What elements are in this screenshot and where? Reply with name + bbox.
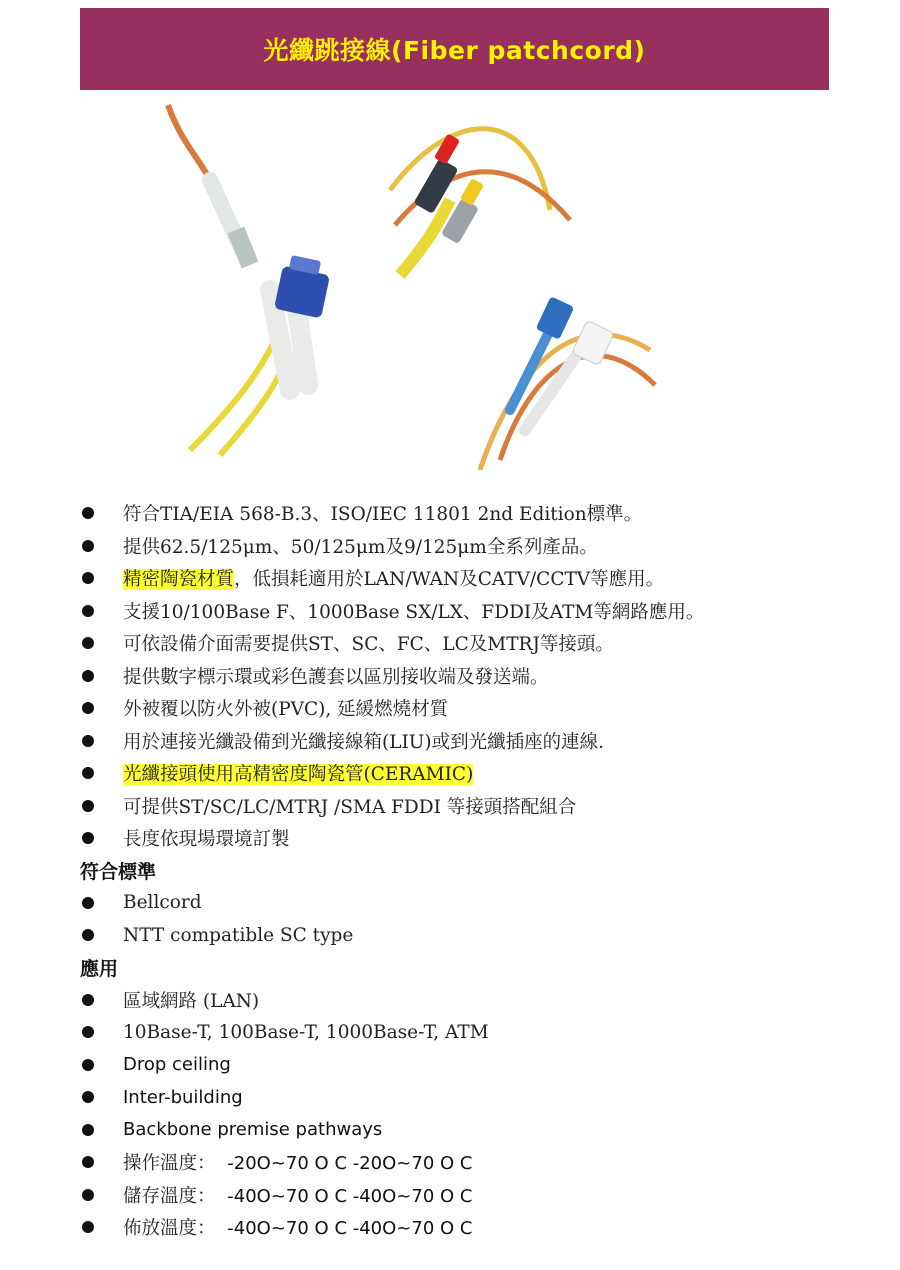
- feature-item: [80, 562, 860, 595]
- feature-item: [80, 757, 860, 790]
- bullet-icon: [82, 767, 94, 779]
- list-item-text: [123, 1022, 489, 1043]
- temperature-item: [80, 1211, 860, 1244]
- bullet-icon: [82, 507, 94, 519]
- st-connector-icon: [390, 129, 570, 275]
- bullet-icon: [82, 1026, 94, 1038]
- bullet-icon: [82, 735, 94, 747]
- item-text: Inter-building: [123, 1086, 243, 1108]
- bullet-icon: [82, 1059, 94, 1071]
- lc-duplex-connector-icon: [168, 105, 330, 455]
- item-text: 提供數字標示環或彩色護套以區別接收端及發送端。: [123, 666, 549, 688]
- item-text: Backbone premise pathways: [123, 1119, 383, 1141]
- item-text: 長度依現場環境訂製: [123, 829, 290, 851]
- list-item-text: [123, 500, 642, 526]
- feature-item: [80, 725, 860, 758]
- list-item-text: [123, 925, 353, 946]
- application-item: [80, 1081, 860, 1114]
- item-text: 用於連接光纖設備到光纖接線箱(LIU)或到光纖插座的連線．: [123, 731, 617, 753]
- list-item-text: [123, 825, 290, 851]
- bullet-icon: [82, 832, 94, 844]
- list-item-text: [123, 695, 448, 721]
- highlighted-text: 精密陶瓷材質: [123, 569, 235, 591]
- list-item-text: [123, 793, 576, 819]
- list-item-text: [123, 1182, 472, 1208]
- list-item-text: [123, 565, 664, 591]
- spacer: [216, 1186, 228, 1207]
- item-text: 提供62.5/125μm、50/125μm及9/125μm全系列產品。: [123, 536, 598, 558]
- spacer: [216, 1153, 228, 1174]
- feature-item: [80, 692, 860, 725]
- bullet-icon: [82, 572, 94, 584]
- list-item-text: [123, 630, 614, 656]
- item-text: 可依設備介面需要提供ST、SC、FC、LC及MTRJ等接頭。: [123, 634, 614, 656]
- item-text: 符合TIA/EIA 568-B.3、ISO/IEC 11801 2nd Edition標準。: [123, 504, 643, 526]
- list-item-text: [123, 663, 549, 689]
- bullet-icon: [82, 929, 94, 941]
- item-text: NTT compatible SC type: [123, 924, 354, 946]
- item-text: 可提供ST/SC/LC/MTRJ /SMA FDDI 等接頭搭配組合: [123, 796, 577, 818]
- bullet-icon: [82, 670, 94, 682]
- bullet-icon: [82, 1156, 94, 1168]
- bullet-icon: [82, 637, 94, 649]
- item-text: 區域網路 (LAN): [123, 990, 260, 1012]
- application-item: [80, 1016, 860, 1049]
- content-list: [80, 497, 860, 1244]
- bullet-icon: [82, 1124, 94, 1136]
- list-item-text: [123, 598, 704, 624]
- page-title: 光纖跳接線(Fiber patchcord): [263, 36, 646, 65]
- page-header: [80, 8, 829, 90]
- spacer: [216, 1218, 228, 1239]
- application-item: [80, 1049, 860, 1082]
- feature-item: [80, 595, 860, 628]
- bullet-icon: [82, 994, 94, 1006]
- bullet-icon: [82, 1189, 94, 1201]
- item-text: 外被覆以防火外被(PVC), 延緩燃燒材質: [123, 699, 449, 721]
- list-item-text: [123, 892, 202, 913]
- feature-item: [80, 497, 860, 530]
- feature-item: [80, 627, 860, 660]
- bullet-icon: [82, 1221, 94, 1233]
- item-text: Bellcord: [123, 892, 202, 914]
- feature-item: [80, 660, 860, 693]
- temperature-label: 佈放溫度：: [123, 1218, 216, 1240]
- item-text: Drop ceiling: [123, 1054, 231, 1076]
- standards-heading: 符合標準: [80, 861, 157, 883]
- temperature-item: [80, 1146, 860, 1179]
- temperature-value: -20O~70 O C -20O~70 O C: [227, 1153, 473, 1175]
- product-photo: [150, 100, 670, 470]
- list-item-text: [123, 1087, 243, 1108]
- item-text: 10Base-T, 100Base-T, 1000Base-T, ATM: [123, 1021, 489, 1043]
- bullet-icon: [82, 800, 94, 812]
- applications-heading: 應用: [80, 958, 119, 980]
- standard-item: [80, 887, 860, 920]
- bullet-icon: [82, 702, 94, 714]
- application-item: [80, 984, 860, 1017]
- bullet-icon: [82, 540, 94, 552]
- list-item-text: [123, 1214, 472, 1240]
- list-item-text: [123, 1119, 382, 1140]
- bullet-icon: [82, 897, 94, 909]
- temperature-value: -40O~70 O C -40O~70 O C: [227, 1218, 473, 1240]
- bullet-icon: [82, 1091, 94, 1103]
- feature-item: [80, 530, 860, 563]
- temperature-label: 操作溫度：: [123, 1153, 216, 1175]
- list-item-text: [123, 987, 259, 1013]
- list-item-text: [123, 1054, 231, 1075]
- application-item: [80, 1114, 860, 1147]
- item-text: 支援10/100Base F、1000Base SX/LX、FDDI及ATM等網路應用。: [123, 601, 705, 623]
- sc-connector-icon: [480, 296, 655, 470]
- item-text: ，低損耗適用於LAN/WAN及CATV/CCTV等應用。: [234, 569, 665, 591]
- temperature-value: -40O~70 O C -40O~70 O C: [227, 1185, 473, 1207]
- list-item-text: [123, 533, 598, 559]
- feature-item: [80, 790, 860, 823]
- standard-item: [80, 919, 860, 952]
- bullet-icon: [82, 605, 94, 617]
- feature-item: [80, 822, 860, 855]
- temperature-label: 儲存溫度：: [123, 1185, 216, 1207]
- list-item-text: [123, 760, 473, 786]
- temperature-item: [80, 1179, 860, 1212]
- highlighted-text: 光纖接頭使用高精密度陶瓷管(CERAMIC): [123, 764, 474, 786]
- list-item-text: [123, 728, 617, 754]
- list-item-text: [123, 1149, 472, 1175]
